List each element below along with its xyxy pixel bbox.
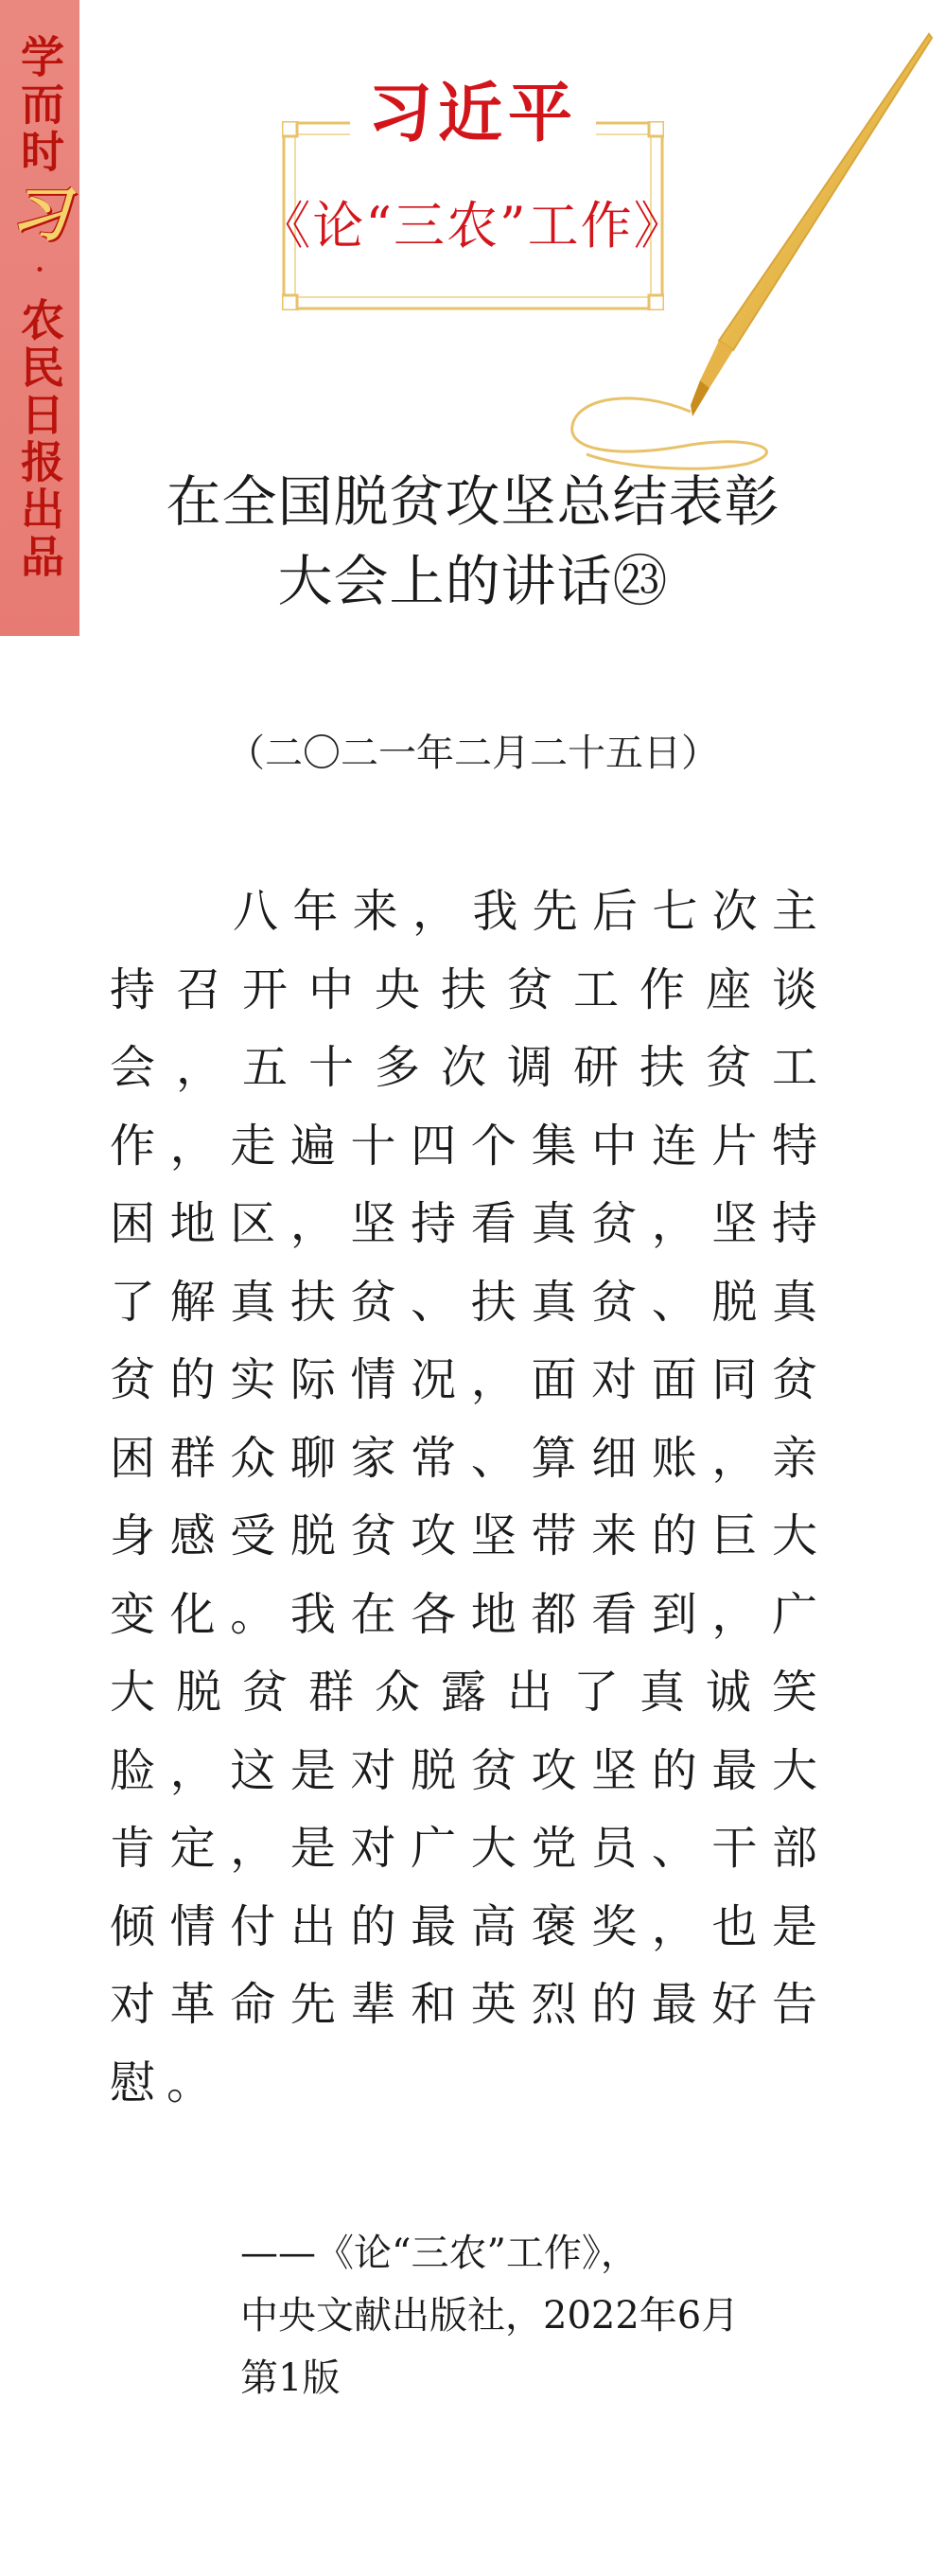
speech-date: （二〇二一年二月二十五日） [227,732,719,775]
banner-separator: · [33,249,46,291]
speech-title-line1: 在全国脱贫攻坚总结表彰 [166,469,780,534]
citation-line2: 中央文献出版社，2022年6月 [240,2294,740,2338]
banner-brand-char: 习 [9,180,69,249]
author-name: 习近平 [350,79,596,150]
banner-text-bottom: 农民日报出品 [14,297,65,581]
book-title: 《论“三农”工作》 [259,196,687,256]
body-paragraph: 八年来，我先后七次主持召开中央扶贫工作座谈会，五十多次调研扶贫工作，走遍十四个集中连片特困地区，坚持看真贫，坚持了解真扶贫、扶真贫、脱真贫的实际情况，面对面同贫困群众聊家常、算细账，亲身感受脱贫攻坚带来的巨大变化。我在各地都看到，广大脱贫群众露出了真诚笑脸，这是对脱贫攻坚的最大肯定，是对广大党员、干部倾情付出的最高褒奖，也是对革命先辈和英烈的最好告慰。 [110,885,829,2109]
citation-line3: 第1版 [240,2356,341,2400]
speech-title [76,462,870,621]
citation [240,2222,865,2409]
citation-line1: ——《论“三农”工作》， [240,2232,639,2275]
side-banner [0,0,79,636]
speech-title-line2: 大会上的讲话㉓ [277,549,669,613]
banner-text-top: 学而时 [14,34,65,176]
